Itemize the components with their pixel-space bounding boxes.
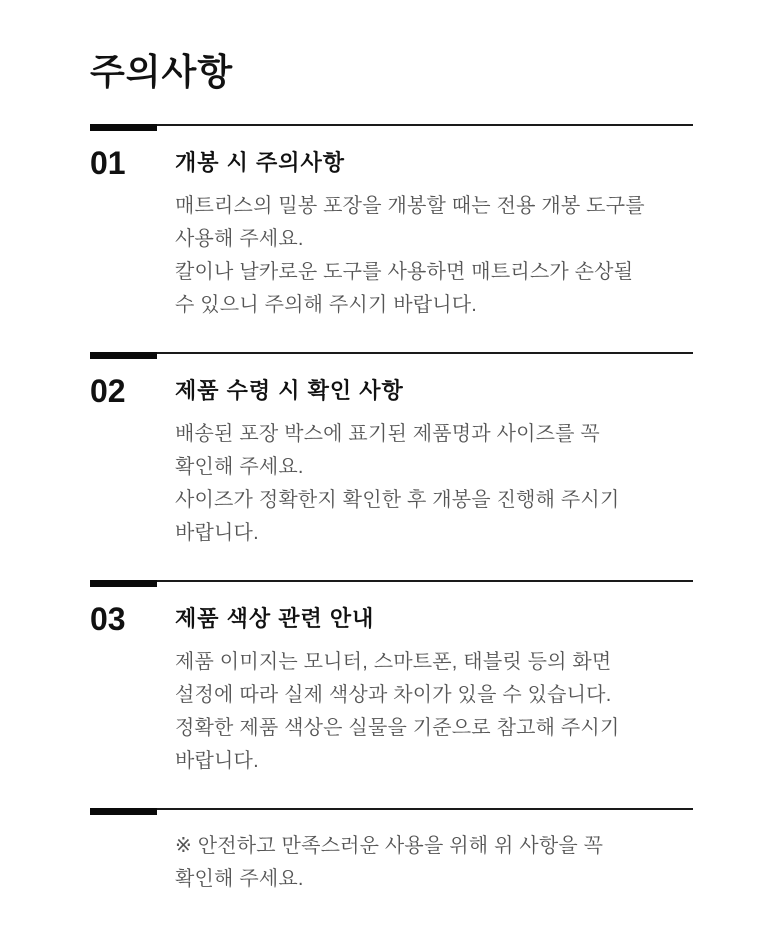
section-divider: [90, 580, 693, 587]
divider-thin-line: [90, 808, 693, 810]
section-body: [175, 418, 693, 550]
divider-thick-bar: [90, 124, 157, 131]
body-line: 사용해 주세요.: [175, 228, 304, 250]
footer-line: 확인해 주세요.: [175, 868, 304, 890]
section-number: 02: [90, 373, 126, 409]
body-line: 배송된 포장 박스에 표기된 제품명과 사이즈를 꼭: [175, 423, 600, 445]
section-header: [90, 373, 693, 409]
section-heading: 제품 수령 시 확인 사항: [175, 378, 404, 403]
footer-divider: [90, 808, 693, 815]
divider-thick-bar: [90, 808, 157, 815]
notice-section-1: [90, 124, 693, 322]
section-divider: [90, 124, 693, 131]
footer-note: [175, 830, 693, 896]
notice-section-3: [90, 580, 693, 778]
section-number: 03: [90, 601, 126, 637]
body-line: 사이즈가 정확한지 확인한 후 개봉을 진행해 주시기: [175, 489, 620, 511]
body-line: 확인해 주세요.: [175, 456, 304, 478]
page-title: 주의사항: [90, 51, 234, 92]
section-heading: 개봉 시 주의사항: [175, 150, 345, 175]
section-body: [175, 190, 693, 322]
body-line: 바랍니다.: [175, 750, 259, 772]
divider-thick-bar: [90, 580, 157, 587]
body-line: 칼이나 날카로운 도구를 사용하면 매트리스가 손상될: [175, 261, 634, 283]
divider-thin-line: [90, 352, 693, 354]
notice-footer: [90, 808, 693, 896]
body-line: 설정에 따라 실제 색상과 차이가 있을 수 있습니다.: [175, 684, 612, 706]
section-header: [90, 145, 693, 181]
body-line: 정확한 제품 색상은 실물을 기준으로 참고해 주시기: [175, 717, 620, 739]
divider-thin-line: [90, 580, 693, 582]
divider-thick-bar: [90, 352, 157, 359]
body-line: 수 있으니 주의해 주시기 바랍니다.: [175, 294, 478, 316]
section-divider: [90, 352, 693, 359]
section-body: [175, 646, 693, 778]
section-number: 01: [90, 145, 126, 181]
body-line: 매트리스의 밀봉 포장을 개봉할 때는 전용 개봉 도구를: [175, 195, 645, 217]
footer-line: ※ 안전하고 만족스러운 사용을 위해 위 사항을 꼭: [175, 835, 604, 857]
body-line: 제품 이미지는 모니터, 스마트폰, 태블릿 등의 화면: [175, 651, 612, 673]
notice-section-2: [90, 352, 693, 550]
body-line: 바랍니다.: [175, 522, 259, 544]
divider-thin-line: [90, 124, 693, 126]
section-heading: 제품 색상 관련 안내: [175, 606, 375, 631]
section-header: [90, 601, 693, 637]
